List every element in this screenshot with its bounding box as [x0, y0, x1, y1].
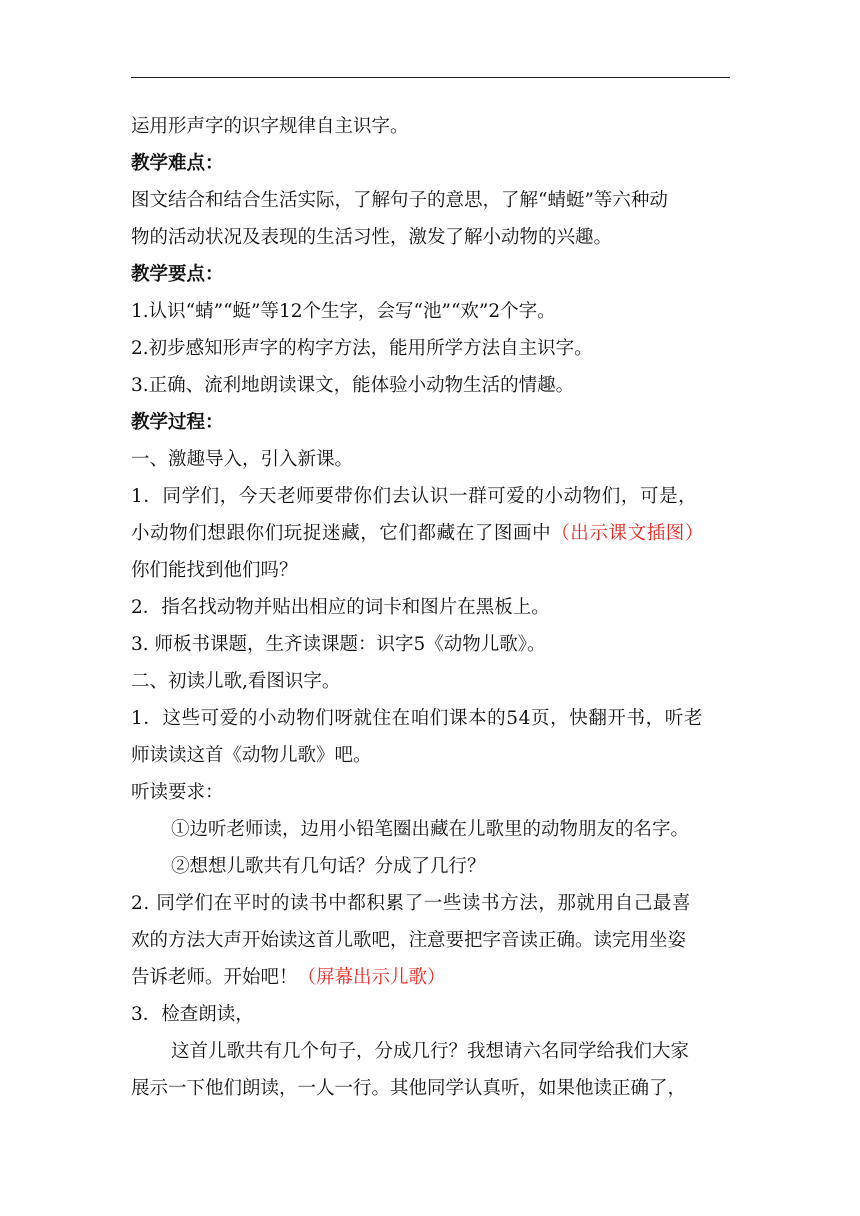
paragraph-line: 1．这些可爱的小动物们呀就住在咱们课本的54页，快翻开书，听老	[131, 708, 703, 729]
paragraph-line: 图文结合和结合生活实际，了解句子的意思，了解“蜻蜓”等六种动	[131, 190, 668, 211]
paragraph-line: 1．同学们，今天老师要带你们去认识一群可爱的小动物们，可是，	[131, 486, 698, 507]
paragraph-line: 师读读这首《动物儿歌》吧。	[131, 745, 372, 766]
paragraph-line: 欢的方法大声开始读这首儿歌吧，注意要把字音读正确。读完用坐姿	[131, 930, 687, 951]
section-heading-key-points: 教学要点：	[131, 264, 224, 285]
paragraph-line: 运用形声字的识字规律自主识字。	[131, 116, 409, 137]
list-item: 1.认识“蜻”“蜓”等12个生字，会写“池”“欢”2个字。	[131, 301, 556, 322]
step-heading: 二、初读儿歌,看图识字。	[131, 671, 341, 692]
paragraph-text: 告诉老师。开始吧！	[131, 967, 298, 988]
list-item: 3．检查朗读，	[131, 1004, 254, 1025]
requirement-item: ②想想儿歌共有几句话？分成了几行？	[171, 856, 486, 877]
paragraph-line	[131, 959, 731, 996]
section-heading-process: 教学过程：	[131, 412, 224, 433]
paragraph-line: 这首儿歌共有几个句子，分成几行？我想请六名同学给我们大家	[171, 1041, 690, 1062]
paragraph-line: 物的活动状况及表现的生活习性，激发了解小动物的兴趣。	[131, 227, 613, 248]
section-heading-difficulties: 教学难点：	[131, 153, 224, 174]
paragraph-line: 2. 同学们在平时的读书中都积累了一些读书方法，那就用自己最喜	[131, 893, 692, 914]
requirement-item: ①边听老师读，边用小铅笔圈出藏在儿歌里的动物朋友的名字。	[171, 819, 690, 840]
list-item: 2．指名找动物并贴出相应的词卡和图片在黑板上。	[131, 597, 550, 618]
list-item: 3. 师板书课题，生齐读课题：识字5《动物儿歌》。	[131, 634, 546, 655]
paragraph-line: 听读要求：	[131, 782, 224, 803]
paragraph-line	[131, 515, 731, 552]
header-rule	[131, 77, 730, 78]
list-item: 3.正确、流利地朗读课文，能体验小动物生活的情趣。	[131, 375, 575, 396]
highlight-note: （屏幕出示儿歌）	[297, 967, 446, 988]
paragraph-text: 小动物们想跟你们玩捉迷藏，它们都藏在了图画中	[131, 523, 552, 544]
paragraph-line: 展示一下他们朗读，一人一行。其他同学认真听，如果他读正确了，	[131, 1078, 687, 1099]
list-item: 2.初步感知形声字的构字方法，能用所学方法自主识字。	[131, 338, 593, 359]
paragraph-line: 你们能找到他们吗？	[131, 560, 298, 581]
document-body	[131, 108, 731, 1107]
step-heading: 一、激趣导入，引入新课。	[131, 449, 354, 470]
highlight-note: （出示课文插图）	[551, 523, 705, 544]
